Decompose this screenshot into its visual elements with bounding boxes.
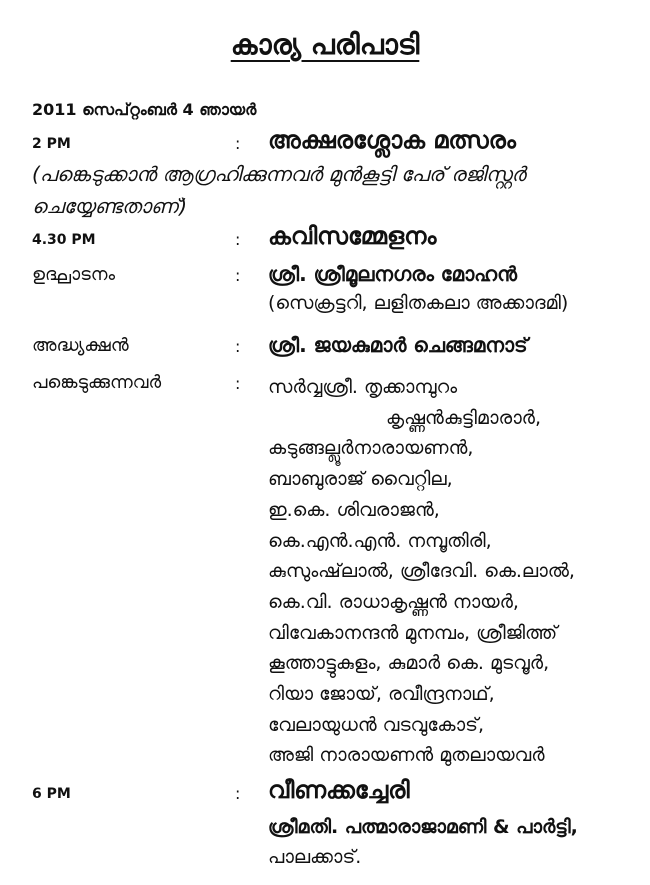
presider-row <box>32 333 632 365</box>
event-date: 2011 സെപ്റ്റംബർ 4 ഞായർ <box>32 100 257 119</box>
event-row-poets-meet <box>32 222 632 254</box>
participant-line: റിയാ ജോയ്, രവീന്ദ്രനാഥ്, <box>268 683 495 706</box>
inaugurator-role: (സെക്രട്ടറി, ലളിതകലാ അക്കാദമി) <box>268 292 569 314</box>
performer-place: പാലക്കാട്. <box>268 846 362 868</box>
inauguration-row <box>32 262 632 294</box>
event-time: 6 PM <box>32 786 71 802</box>
participant-line: വേലായുധൻ വടവുകോട്, <box>268 713 485 736</box>
separator-colon: : <box>235 337 241 356</box>
participant-line: സർവ്വശ്രീ. തൃക്കാമ്പുറം <box>268 376 458 398</box>
presider-name: ശ്രീ. ജയകുമാർ ചെങ്ങമനാട് <box>268 333 528 357</box>
participants-label: പങ്കെടുക്കുന്നവർ <box>32 372 162 393</box>
participant-line: കെ.എൻ.എൻ. നമ്പൂതിരി, <box>268 529 492 552</box>
separator-colon: : <box>235 230 241 249</box>
separator-colon: : <box>235 784 241 803</box>
participant-line: അജി നാരായണൻ മുതലായവർ <box>268 744 545 767</box>
page-title: കാര്യ പരിപാടി <box>230 28 420 61</box>
registration-note: (പങ്കെടുക്കാൻ ആഗ്രഹിക്കുന്നവർ മുൻകൂട്ടി പേര് രജിസ്റ്റർ ചെയ്യേണ്ടതാണ്) <box>32 162 526 218</box>
participant-line: കൂത്താട്ടുകുളം, കുമാർ കെ. മുടവൂർ, <box>268 652 550 675</box>
participant-line: വിവേകാനന്ദൻ മുനമ്പം, ശ്രീജിത്ത് <box>268 621 558 644</box>
inaugurator-name: ശ്രീ. ശ്രീമൂലനഗരം മോഹൻ <box>268 262 518 286</box>
event-time: 4.30 PM <box>32 232 96 248</box>
event-title: വീണക്കച്ചേരി <box>268 776 410 804</box>
participant-line: ഇ.കെ. ശിവരാജൻ, <box>268 498 440 521</box>
event-row-veena-concert <box>32 776 632 808</box>
event-time: 2 PM <box>32 136 71 152</box>
participants-list <box>268 372 638 771</box>
inauguration-label: ഉദ്ഘാടനം <box>32 264 115 285</box>
event-row-recital <box>32 126 632 158</box>
event-title: അക്ഷരശ്ലോക മത്സരം <box>268 126 516 154</box>
presider-label: അദ്ധ്യക്ഷൻ <box>32 335 129 356</box>
separator-colon: : <box>235 374 241 393</box>
separator-colon: : <box>235 266 241 285</box>
performer-name: ശ്രീമതി. പത്മാരാജാമണി & പാർട്ടി, <box>268 816 578 838</box>
participant-line: കുസുംഷ്‌ലാൽ, ശ്രീദേവി. കെ.ലാൽ, <box>268 560 575 583</box>
participant-line: ബാബുരാജ് വൈറ്റില, <box>268 468 453 491</box>
separator-colon: : <box>235 134 241 153</box>
participant-line: കൃഷ്ണൻകുട്ടിമാരാർ, <box>386 406 542 429</box>
participant-line: കടുങ്ങല്ലൂർനാരായണൻ, <box>268 437 474 460</box>
event-title: കവിസമ്മേളനം <box>268 222 437 250</box>
participant-line: കെ.വി. രാധാകൃഷ്ണൻ നായർ, <box>268 590 519 613</box>
